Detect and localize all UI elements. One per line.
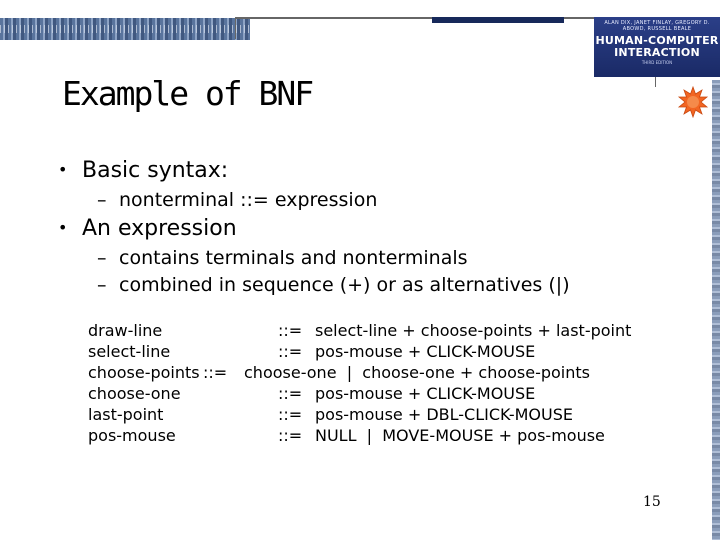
book-authors: ALAN DIX, JANET FINLAY, GREGORY D. ABOWD, RUSSELL BEALE	[604, 20, 710, 32]
bullet-text: Basic syntax:	[82, 158, 229, 183]
rule-lhs: last-point	[88, 405, 164, 424]
bullet-expression	[58, 216, 237, 241]
dash-icon: –	[97, 247, 107, 269]
rule-lhs: choose-points	[88, 363, 200, 382]
header-pattern-strip	[0, 18, 250, 40]
sub-bullet-text: contains terminals and nonterminals	[119, 247, 468, 269]
header-pattern-overlay	[0, 25, 250, 33]
page-title: Example of BNF	[62, 74, 313, 113]
bullet-dot-icon: •	[58, 218, 68, 237]
rule-op: ::=	[278, 321, 303, 340]
page-number: 15	[643, 494, 661, 510]
rule-lhs: choose-one	[88, 384, 181, 403]
rule-rhs: NULL | MOVE-MOUSE + pos-mouse	[315, 426, 605, 445]
rule-lhs: pos-mouse	[88, 426, 176, 445]
header-rule-left	[235, 17, 236, 39]
bullet-dot-icon: •	[58, 160, 68, 179]
dash-icon: –	[97, 189, 107, 211]
rule-op: ::=	[278, 405, 303, 424]
bullet-basic-syntax	[58, 158, 228, 183]
sub-bullet-sequence	[97, 274, 570, 296]
header-tab	[432, 17, 564, 23]
side-pattern-strip	[712, 80, 720, 540]
sub-bullet-terminals	[97, 247, 468, 269]
dash-icon: –	[97, 274, 107, 296]
rule-op: ::=	[278, 426, 303, 445]
bullet-text: An expression	[82, 216, 237, 241]
rule-rhs: select-line + choose-points + last-point	[315, 321, 632, 340]
book-cover-logo	[594, 17, 720, 77]
sub-bullet-text: nonterminal ::= expression	[119, 189, 378, 211]
sub-bullet-syntax	[97, 189, 377, 211]
rule-rhs: pos-mouse + CLICK-MOUSE	[315, 384, 536, 403]
book-edition: THIRD EDITION	[641, 60, 673, 65]
sub-bullet-text: combined in sequence (+) or as alternatives (|)	[119, 274, 570, 296]
rule-op: ::=	[278, 342, 303, 361]
rule-lhs: draw-line	[88, 321, 163, 340]
rule-rhs: pos-mouse + DBL-CLICK-MOUSE	[315, 405, 573, 424]
rule-lhs: select-line	[88, 342, 171, 361]
book-title-line2: INTERACTION	[614, 46, 700, 59]
rule-op: ::=	[203, 363, 228, 382]
rule-rhs: choose-one | choose-one + choose-points	[244, 363, 590, 382]
book-title-line1: HUMAN-COMPUTER	[595, 34, 719, 47]
rule-rhs: pos-mouse + CLICK-MOUSE	[315, 342, 536, 361]
rule-op: ::=	[278, 384, 303, 403]
orange-starburst-icon	[677, 86, 709, 118]
